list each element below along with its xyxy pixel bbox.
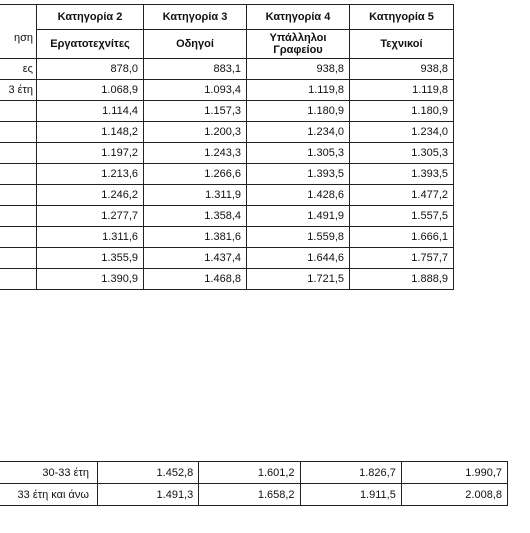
value-cell: 1.197,2 — [37, 143, 144, 164]
value-cell: 1.355,9 — [37, 248, 144, 269]
row-label-cell — [0, 185, 37, 206]
row-label-cell — [0, 101, 37, 122]
group-office-header: Υπάλληλοι Γραφείου — [247, 30, 350, 59]
row-label-cell: ες — [0, 59, 37, 80]
value-cell: 1.119,8 — [247, 80, 350, 101]
table-row — [0, 122, 454, 143]
value-cell: 1.428,6 — [247, 185, 350, 206]
table-row — [0, 269, 454, 290]
table-row — [0, 59, 454, 80]
value-cell: 1.393,5 — [247, 164, 350, 185]
value-cell: 1.468,8 — [144, 269, 247, 290]
group-workers-header: Εργατοτεχνίτες — [37, 30, 144, 59]
row-header-text: ηση — [13, 31, 33, 44]
value-cell: 1.305,3 — [350, 143, 454, 164]
value-cell: 1.234,0 — [247, 122, 350, 143]
category-4-header: Κατηγορία 4 — [247, 5, 350, 30]
value-cell: 1.437,4 — [144, 248, 247, 269]
value-cell: 1.180,9 — [350, 101, 454, 122]
value-cell: 1.119,8 — [350, 80, 454, 101]
value-cell: 1.200,3 — [144, 122, 247, 143]
value-cell: 1.381,6 — [144, 227, 247, 248]
value-cell: 1.277,7 — [37, 206, 144, 227]
table-row — [0, 206, 454, 227]
value-cell: 1.601,2 — [199, 462, 300, 484]
value-cell: 1.266,6 — [144, 164, 247, 185]
value-cell: 878,0 — [37, 59, 144, 80]
value-cell: 938,8 — [247, 59, 350, 80]
value-cell: 1.477,2 — [350, 185, 454, 206]
category-3-header: Κατηγορία 3 — [144, 5, 247, 30]
row-label-cell — [0, 269, 37, 290]
value-cell: 938,8 — [350, 59, 454, 80]
value-cell: 1.358,4 — [144, 206, 247, 227]
value-cell: 1.114,4 — [37, 101, 144, 122]
table-row — [0, 164, 454, 185]
value-cell: 1.246,2 — [37, 185, 144, 206]
row-label-cell — [0, 206, 37, 227]
value-cell: 1.390,9 — [37, 269, 144, 290]
value-cell: 1.311,9 — [144, 185, 247, 206]
row-label-cell: 3 έτη — [0, 80, 37, 101]
value-cell: 1.311,6 — [37, 227, 144, 248]
group-header-row — [0, 30, 454, 59]
table-row — [0, 185, 454, 206]
value-cell: 2.008,8 — [401, 484, 507, 506]
salary-scale-table — [0, 4, 454, 290]
row-label-cell: 30-33 έτη — [0, 462, 97, 484]
group-technical-header: Τεχνικοί — [350, 30, 454, 59]
row-header-cell — [0, 5, 37, 59]
category-2-header: Κατηγορία 2 — [37, 5, 144, 30]
value-cell: 1.559,8 — [247, 227, 350, 248]
value-cell: 1.180,9 — [247, 101, 350, 122]
value-cell: 1.491,9 — [247, 206, 350, 227]
group-drivers-header: Οδηγοί — [144, 30, 247, 59]
seniority-table — [0, 461, 508, 506]
value-cell: 1.644,6 — [247, 248, 350, 269]
value-cell: 1.234,0 — [350, 122, 454, 143]
value-cell: 1.093,4 — [144, 80, 247, 101]
value-cell: 1.911,5 — [300, 484, 401, 506]
value-cell: 1.491,3 — [97, 484, 198, 506]
value-cell: 1.305,3 — [247, 143, 350, 164]
value-cell: 1.393,5 — [350, 164, 454, 185]
row-label-cell — [0, 248, 37, 269]
value-cell: 1.721,5 — [247, 269, 350, 290]
table-row — [0, 484, 508, 506]
value-cell: 1.452,8 — [97, 462, 198, 484]
value-cell: 1.157,3 — [144, 101, 247, 122]
table-row — [0, 227, 454, 248]
category-header-row — [0, 5, 454, 30]
table-row — [0, 143, 454, 164]
row-label-cell — [0, 164, 37, 185]
row-label-cell: 33 έτη και άνω — [0, 484, 97, 506]
table-row — [0, 101, 454, 122]
value-cell: 1.658,2 — [199, 484, 300, 506]
value-cell: 1.888,9 — [350, 269, 454, 290]
value-cell: 1.666,1 — [350, 227, 454, 248]
value-cell: 1.148,2 — [37, 122, 144, 143]
value-cell: 1.757,7 — [350, 248, 454, 269]
value-cell: 1.243,3 — [144, 143, 247, 164]
table-row — [0, 462, 508, 484]
value-cell: 1.213,6 — [37, 164, 144, 185]
table-row — [0, 248, 454, 269]
value-cell: 883,1 — [144, 59, 247, 80]
row-label-cell — [0, 227, 37, 248]
value-cell: 1.068,9 — [37, 80, 144, 101]
value-cell: 1.826,7 — [300, 462, 401, 484]
row-label-cell — [0, 143, 37, 164]
row-label-cell — [0, 122, 37, 143]
value-cell: 1.557,5 — [350, 206, 454, 227]
category-5-header: Κατηγορία 5 — [350, 5, 454, 30]
value-cell: 1.990,7 — [401, 462, 507, 484]
table-row — [0, 80, 454, 101]
